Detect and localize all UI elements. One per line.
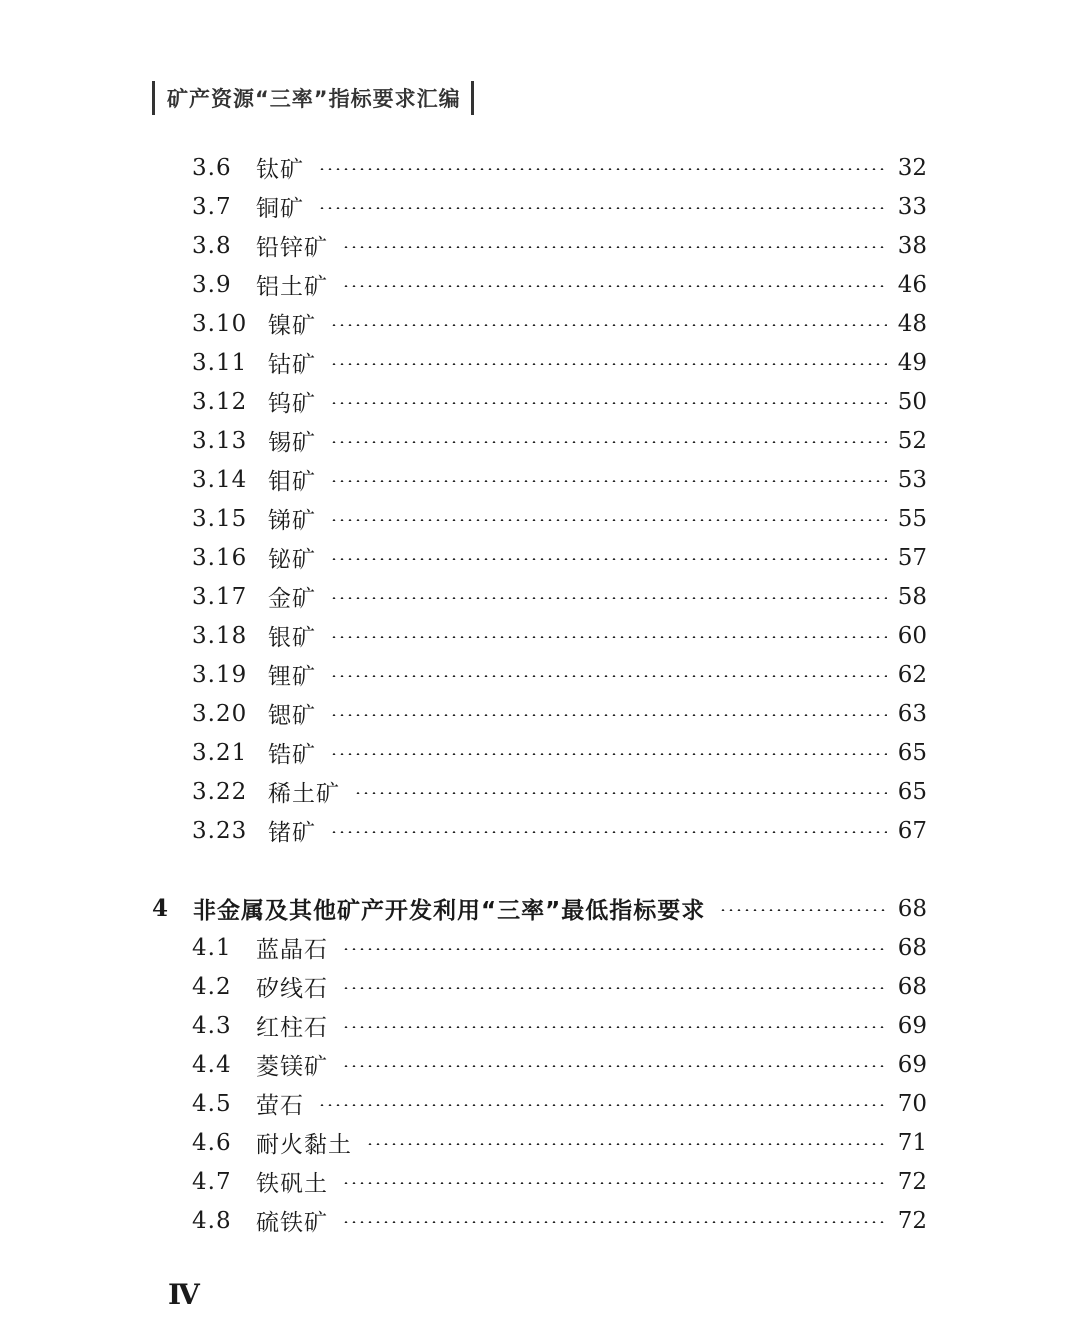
toc-entry-page-number: 67 <box>897 817 927 844</box>
toc-entry-title: 锗矿 <box>268 820 316 846</box>
toc-entry-number: 3.16 <box>192 544 248 571</box>
toc-entry-title: 菱镁矿 <box>256 1054 328 1080</box>
running-header <box>152 80 474 116</box>
dot-leader <box>719 909 887 911</box>
running-title: 矿产资源“三率”指标要求汇编 <box>167 87 461 111</box>
toc-entry[interactable] <box>0 577 1080 616</box>
toc-entry-title: 镍矿 <box>268 313 316 339</box>
toc-entry-number: 3.9 <box>192 271 232 298</box>
toc-entry-number: 3.7 <box>192 193 232 220</box>
dot-leader <box>366 1143 887 1145</box>
toc-entry-page-number: 46 <box>897 271 927 298</box>
toc-entry-number: 3.11 <box>192 349 248 376</box>
toc-entry-page-number: 65 <box>897 778 927 805</box>
toc-entry[interactable] <box>0 1045 1080 1084</box>
toc-entry-page-number: 48 <box>897 310 927 337</box>
toc-entry-title: 非金属及其他矿产开发利用“三率”最低指标要求 <box>193 898 706 924</box>
toc-entry-page-number: 33 <box>897 193 927 220</box>
toc-entry-page-number: 62 <box>897 661 927 688</box>
toc-entry-number: 4.6 <box>192 1129 232 1156</box>
toc-entry-page-number: 52 <box>897 427 927 454</box>
toc-entry-title: 金矿 <box>268 586 316 612</box>
toc-entry-title: 铜矿 <box>256 196 304 222</box>
toc-entry-title: 蓝晶石 <box>256 937 328 963</box>
toc-entry-title: 铋矿 <box>268 547 316 573</box>
toc-entry-number: 4.4 <box>192 1051 232 1078</box>
dot-leader <box>342 948 887 950</box>
toc-entry[interactable] <box>0 1201 1080 1240</box>
toc-entry-title: 铁矾土 <box>256 1171 328 1197</box>
dot-leader <box>330 675 887 677</box>
toc-entry-page-number: 68 <box>897 934 927 961</box>
toc-entry[interactable] <box>0 694 1080 733</box>
toc-entry[interactable] <box>0 148 1080 187</box>
dot-leader <box>330 597 887 599</box>
toc-entry-number: 4.2 <box>192 973 232 1000</box>
toc-entry-page-number: 57 <box>897 544 927 571</box>
dot-leader <box>330 363 887 365</box>
toc-entry[interactable] <box>0 1006 1080 1045</box>
toc-entry[interactable] <box>0 1084 1080 1123</box>
toc-entry[interactable] <box>0 733 1080 772</box>
toc-entry-number: 4.5 <box>192 1090 232 1117</box>
toc-entry[interactable] <box>0 967 1080 1006</box>
toc-entry-number: 3.15 <box>192 505 248 532</box>
dot-leader <box>330 714 887 716</box>
toc-entry[interactable] <box>0 421 1080 460</box>
toc-entry-title: 矽线石 <box>256 976 328 1002</box>
dot-leader <box>330 480 887 482</box>
dot-leader <box>342 1182 887 1184</box>
toc-entry-title: 钴矿 <box>268 352 316 378</box>
toc-entry-title: 锶矿 <box>268 703 316 729</box>
dot-leader <box>318 1104 887 1106</box>
toc-entry-number: 4.3 <box>192 1012 232 1039</box>
dot-leader <box>342 285 887 287</box>
toc-entry[interactable] <box>0 538 1080 577</box>
dot-leader <box>330 519 887 521</box>
toc-entry-number: 3.21 <box>192 739 248 766</box>
dot-leader <box>354 792 887 794</box>
toc-entry-page-number: 58 <box>897 583 927 610</box>
toc-entry-page-number: 49 <box>897 349 927 376</box>
toc-entry-page-number: 68 <box>897 895 927 922</box>
toc-entry-number: 3.23 <box>192 817 248 844</box>
toc-entry-page-number: 70 <box>897 1090 927 1117</box>
toc-entry-page-number: 63 <box>897 700 927 727</box>
toc-entry[interactable] <box>0 187 1080 226</box>
dot-leader <box>330 831 887 833</box>
toc-entry-title: 锆矿 <box>268 742 316 768</box>
toc-entry-number: 4 <box>152 895 170 922</box>
toc-entry[interactable] <box>0 1162 1080 1201</box>
toc-entry-page-number: 38 <box>897 232 927 259</box>
toc-entry-number: 3.12 <box>192 388 248 415</box>
dot-leader <box>318 207 887 209</box>
toc-entry[interactable] <box>0 265 1080 304</box>
toc-entry-title: 萤石 <box>256 1093 304 1119</box>
toc-entry-number: 4.8 <box>192 1207 232 1234</box>
toc-entry-page-number: 69 <box>897 1051 927 1078</box>
toc-entry-title: 稀土矿 <box>268 781 340 807</box>
dot-leader <box>342 246 887 248</box>
toc-entry-number: 3.19 <box>192 661 248 688</box>
toc-entry[interactable] <box>0 772 1080 811</box>
header-rule-right <box>471 81 474 115</box>
toc-entry-title: 铝土矿 <box>256 274 328 300</box>
toc-entry[interactable] <box>0 343 1080 382</box>
toc-entry-page-number: 32 <box>897 154 927 181</box>
toc-entry-title: 硫铁矿 <box>256 1210 328 1236</box>
toc-entry-page-number: 53 <box>897 466 927 493</box>
toc-entry-page-number: 55 <box>897 505 927 532</box>
toc-entry-number: 3.22 <box>192 778 248 805</box>
dot-leader <box>342 1026 887 1028</box>
toc-entry-title: 钼矿 <box>268 469 316 495</box>
toc-entry-title: 锂矿 <box>268 664 316 690</box>
dot-leader <box>330 753 887 755</box>
dot-leader <box>330 558 887 560</box>
toc-entry[interactable] <box>0 928 1080 967</box>
toc-entry-title: 锑矿 <box>268 508 316 534</box>
toc-entry-title: 耐火黏土 <box>256 1132 352 1158</box>
toc-entry[interactable] <box>0 226 1080 265</box>
toc-entry-page-number: 72 <box>897 1168 927 1195</box>
toc-entry-title: 锡矿 <box>268 430 316 456</box>
toc-entry[interactable] <box>0 499 1080 538</box>
toc-entry[interactable] <box>0 460 1080 499</box>
dot-leader <box>342 1065 887 1067</box>
toc-entry-page-number: 69 <box>897 1012 927 1039</box>
toc-entry-number: 3.17 <box>192 583 248 610</box>
dot-leader <box>342 987 887 989</box>
toc-entry-title: 银矿 <box>268 625 316 651</box>
toc-entry-page-number: 68 <box>897 973 927 1000</box>
toc-entry-page-number: 65 <box>897 739 927 766</box>
dot-leader <box>330 441 887 443</box>
toc-chapter-heading[interactable] <box>0 889 1080 928</box>
dot-leader <box>330 636 887 638</box>
toc-entry[interactable] <box>0 382 1080 421</box>
toc-entry-number: 3.13 <box>192 427 248 454</box>
toc-entry-title: 红柱石 <box>256 1015 328 1041</box>
dot-leader <box>330 402 887 404</box>
dot-leader <box>342 1221 887 1223</box>
toc-entry-number: 3.6 <box>192 154 232 181</box>
toc-entry-number: 3.20 <box>192 700 248 727</box>
toc-entry[interactable] <box>0 811 1080 850</box>
page-folio: Ⅳ <box>168 1278 198 1311</box>
toc-entry-number: 4.1 <box>192 934 232 961</box>
toc-entry-page-number: 71 <box>897 1129 927 1156</box>
toc-entry-title: 钨矿 <box>268 391 316 417</box>
toc-entry-number: 3.8 <box>192 232 232 259</box>
toc-entry-page-number: 72 <box>897 1207 927 1234</box>
toc-entry-number: 3.18 <box>192 622 248 649</box>
toc-entry-number: 4.7 <box>192 1168 232 1195</box>
toc-entry-number: 3.10 <box>192 310 248 337</box>
toc-entry-title: 钛矿 <box>256 157 304 183</box>
toc-entry-page-number: 50 <box>897 388 927 415</box>
toc-entry[interactable] <box>0 655 1080 694</box>
toc-entry[interactable] <box>0 304 1080 343</box>
toc-entry[interactable] <box>0 616 1080 655</box>
dot-leader <box>330 324 887 326</box>
dot-leader <box>318 168 887 170</box>
toc-entry-title: 铅锌矿 <box>256 235 328 261</box>
toc-entry[interactable] <box>0 1123 1080 1162</box>
toc-entry-number: 3.14 <box>192 466 248 493</box>
toc-entry-page-number: 60 <box>897 622 927 649</box>
